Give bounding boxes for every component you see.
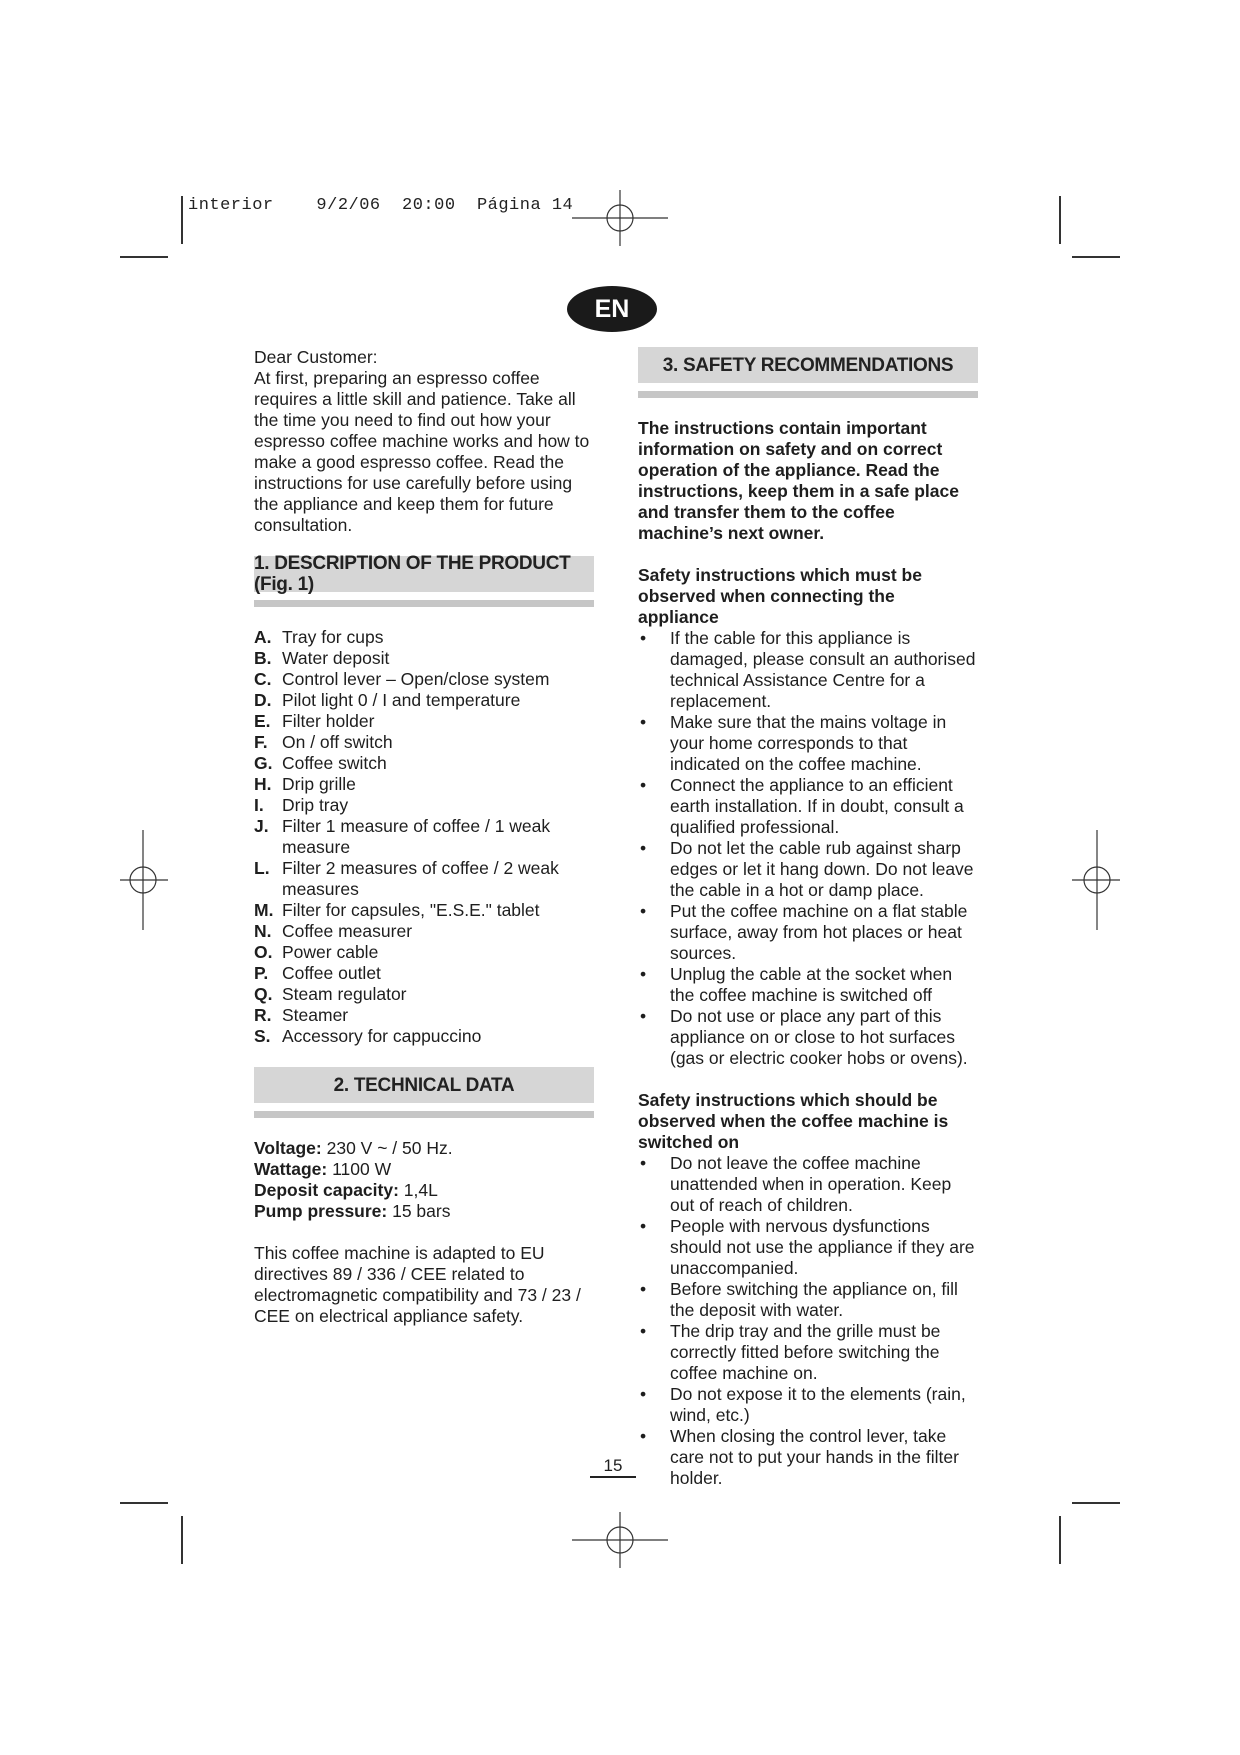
list-item: R. Steamer [254,1005,349,1025]
safety-group2-list [638,1153,978,1489]
print-header: interior 9/2/06 20:00 Página 14 [188,196,574,215]
list-item: • If the cable for this appliance is damaged, please consult an authorised technical Assistance Centre for a replacement. [640,628,976,711]
list-item: P. Coffee outlet [254,963,381,983]
left-column [254,347,594,1327]
list-item: O. Power cable [254,942,379,962]
right-column [638,347,978,1489]
spec-voltage: Voltage: 230 V ~ / 50 Hz. [254,1138,453,1158]
page-number: 15 [590,1456,636,1478]
list-item: Q. Steam regulator [254,984,407,1004]
list-item: F. On / off switch [254,732,393,752]
list-item: E. Filter holder [254,711,375,731]
tech-specs [254,1138,594,1222]
list-item: H. Drip grille [254,774,356,794]
list-item: B. Water deposit [254,648,390,668]
safety-group1-list [638,628,978,1069]
safety-intro: The instructions contain important information on safety and on correct operation of the appliance. Read the instructions, keep them in a safe place and transfer them to the coffee machine’s next owner. [638,418,959,543]
list-item: D. Pilot light 0 / I and temperature [254,690,521,710]
safety-group1-heading: Safety instructions which must be observed when connecting the appliance [638,565,922,627]
list-item: G. Coffee switch [254,753,387,773]
list-item: • People with nervous dysfunctions should not use the appliance if they are unaccompanied. [640,1216,975,1278]
list-item: • Do not expose it to the elements (rain, wind, etc.) [640,1384,966,1425]
intro-body: At first, preparing an espresso coffee requires a little skill and patience. Take all the time you need to find out how your espresso coffee machine works and how to make a good espresso coffee. Read the instructions for use carefully before using the appliance and keep them for future consultation. [254,368,590,535]
spec-capacity: Deposit capacity: 1,4L [254,1180,438,1200]
list-item: C. Control lever – Open/close system [254,669,550,689]
list-item: M. Filter for capsules, "E.S.E." tablet [254,900,540,920]
list-item: • Before switching the appliance on, fill the deposit with water. [640,1279,958,1320]
list-item: A. Tray for cups [254,627,384,647]
section-technical-heading: 2. TECHNICAL DATA [254,1067,594,1103]
list-item: • Connect the appliance to an efficient earth installation. If in doubt, consult a qualified professional. [640,775,964,837]
list-item: J. Filter 1 measure of coffee / 1 weak measure [254,816,551,857]
safety-group2-heading: Safety instructions which should be observed when the coffee machine is switched on [638,1090,949,1152]
list-item: • Do not leave the coffee machine unattended when in operation. Keep out of reach of children. [640,1153,952,1215]
list-item: • Unplug the cable at the socket when the coffee machine is switched off [640,964,953,1005]
section-description-heading: 1. DESCRIPTION OF THE PRODUCT (Fig. 1) [254,556,594,592]
spec-wattage: Wattage: 1100 W [254,1159,392,1179]
list-item: I. Drip tray [254,795,349,815]
list-item: • Put the coffee machine on a flat stable surface, away from hot places or heat sources. [640,901,968,963]
list-item: N. Coffee measurer [254,921,413,941]
section-safety-heading: 3. SAFETY RECOMMENDATIONS [638,347,978,383]
list-item: • The drip tray and the grille must be correctly fitted before switching the coffee machine on. [640,1321,941,1383]
eu-directive-note: This coffee machine is adapted to EU directives 89 / 336 / CEE related to electromagnetic compatibility and 73 / 23 / CEE on electrical appliance safety. [254,1243,581,1326]
list-item: S. Accessory for cappuccino [254,1026,482,1046]
list-item: • When closing the control lever, take care not to put your hands in the filter holder. [640,1426,959,1488]
product-parts-list [254,627,594,1047]
intro-greeting: Dear Customer: [254,347,378,367]
list-item: L. Filter 2 measures of coffee / 2 weak measures [254,858,559,899]
spec-pressure: Pump pressure: 15 bars [254,1201,451,1221]
language-badge: EN [567,286,657,332]
list-item: • Do not use or place any part of this appliance on or close to hot surfaces (gas or electric cooker hobs or ovens). [640,1006,968,1068]
list-item: • Do not let the cable rub against sharp edges or let it hang down. Do not leave the cable in a hot or damp place. [640,838,974,900]
list-item: • Make sure that the mains voltage in your home corresponds to that indicated on the coffee machine. [640,712,947,774]
